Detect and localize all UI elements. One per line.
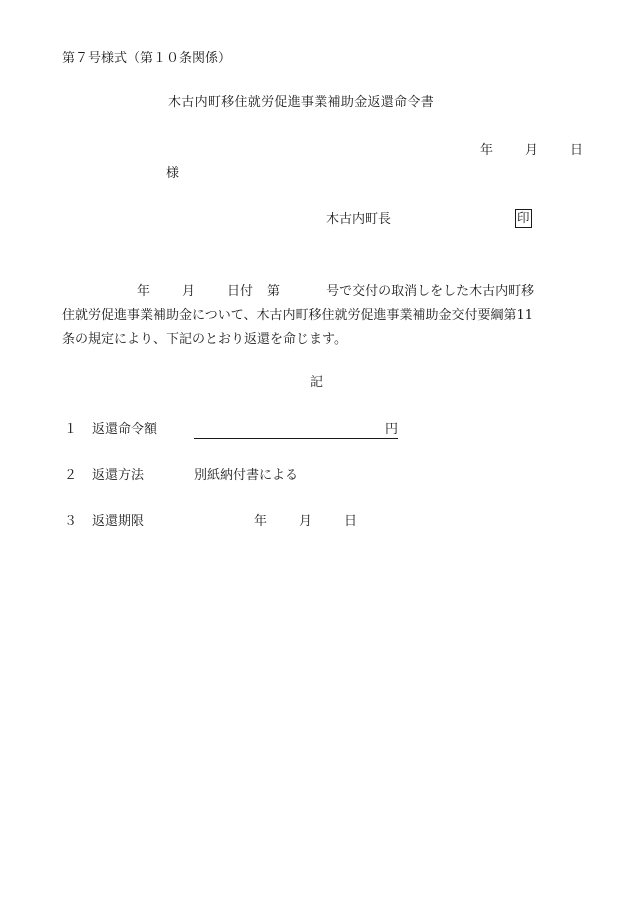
addressee-suffix: 様	[166, 166, 180, 181]
body-paragraph	[62, 280, 582, 352]
item-number: １	[64, 422, 78, 437]
item-label: 返還期限	[92, 514, 145, 529]
item-number: ２	[64, 468, 78, 483]
item-return-amount	[64, 423, 398, 439]
body-year: 年	[137, 284, 151, 299]
date-year: 年	[480, 143, 494, 158]
body-month: 月	[182, 284, 196, 299]
item-label: 返還命令額	[92, 422, 158, 437]
issuer-name: 木古内町長	[326, 212, 392, 227]
seal-mark: 印	[515, 209, 532, 228]
deadline-month: 月	[299, 514, 313, 529]
body-number-prefix: 第	[267, 284, 281, 299]
form-number-label: 第７号様式（第１０条関係）	[62, 51, 232, 66]
body-line-1	[62, 280, 582, 304]
body-line-2: 住就労促進事業補助金について、木古内町移住就労促進事業補助金交付要綱第11	[62, 308, 534, 323]
body-line-1-rest: 号で交付の取消しをした木古内町移	[326, 284, 535, 299]
issue-date	[480, 144, 583, 157]
body-line-3: 条の規定により、下記のとおり返還を命じます。	[62, 332, 347, 347]
deadline-year: 年	[254, 514, 268, 529]
amount-underline-field	[194, 423, 398, 439]
item-return-deadline	[64, 515, 357, 528]
body-day: 日付	[227, 284, 254, 299]
ki-heading: 記	[310, 375, 324, 390]
item-label: 返還方法	[92, 468, 145, 483]
item-number: ３	[64, 514, 78, 529]
date-day: 日	[570, 143, 584, 158]
yen-unit: 円	[384, 422, 398, 437]
date-month: 月	[525, 143, 539, 158]
item-return-method	[64, 469, 298, 482]
item-value: 別紙納付書による	[194, 468, 299, 483]
document-title: 木古内町移住就労促進事業補助金返還命令書	[168, 95, 435, 110]
deadline-day: 日	[344, 514, 358, 529]
